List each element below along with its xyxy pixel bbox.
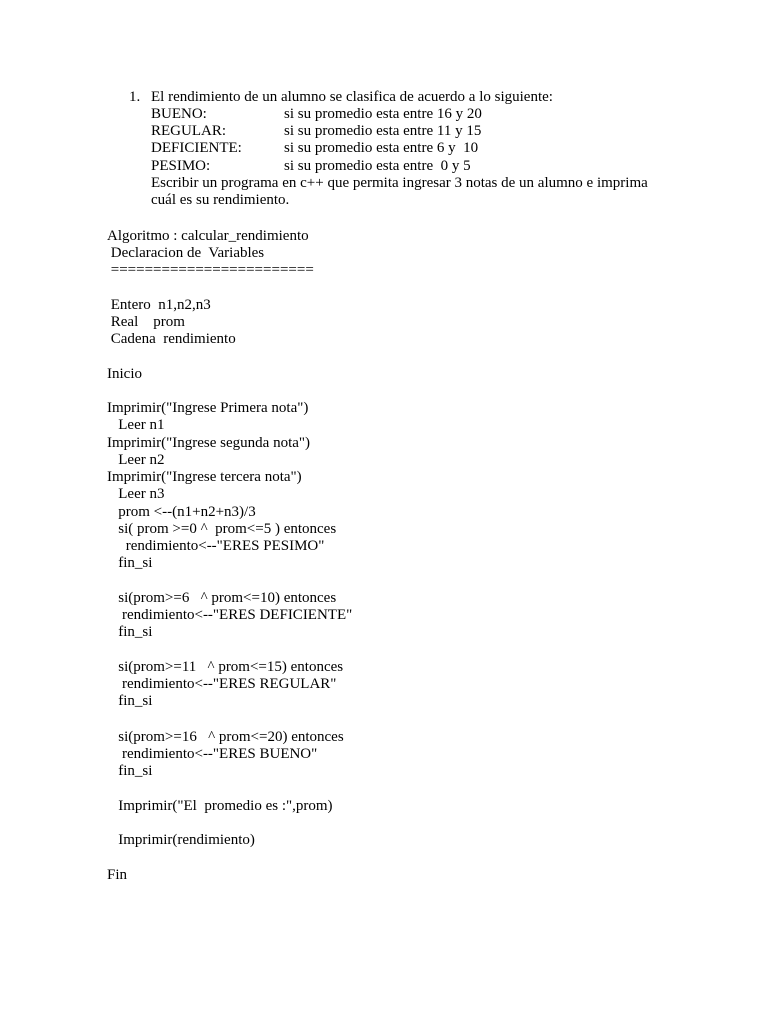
code-line: si(prom>=6 ^ prom<=10) entonces xyxy=(107,590,337,606)
code-line: Leer n2 xyxy=(107,452,165,468)
code-line: fin_si xyxy=(107,693,153,709)
code-line: Imprimir(rendimiento) xyxy=(107,832,255,848)
code-line: Leer n3 xyxy=(107,486,165,502)
category-label: REGULAR: xyxy=(151,123,226,139)
category-rule: si su promedio esta entre 11 y 15 xyxy=(284,123,482,139)
code-line: si(prom>=11 ^ prom<=15) entonces xyxy=(107,659,344,675)
category-rule: si su promedio esta entre 6 y 10 xyxy=(284,140,479,156)
code-line: rendimiento<--"ERES PESIMO" xyxy=(107,538,325,554)
code-line: rendimiento<--"ERES BUENO" xyxy=(107,746,318,762)
code-line: fin_si xyxy=(107,624,153,640)
code-line: rendimiento<--"ERES REGULAR" xyxy=(107,676,337,692)
code-line: si( prom >=0 ^ prom<=5 ) entonces xyxy=(107,521,337,537)
code-line: Cadena rendimiento xyxy=(107,331,236,347)
code-line: Real prom xyxy=(107,314,185,330)
task-line: cuál es su rendimiento. xyxy=(151,192,290,208)
task-line: Escribir un programa en c++ que permita ingresar 3 notas de un alumno e imprima xyxy=(151,175,648,191)
code-line: prom <--(n1+n2+n3)/3 xyxy=(107,504,256,520)
code-line: Imprimir("Ingrese segunda nota") xyxy=(107,435,311,451)
code-line: Imprimir("El promedio es :",prom) xyxy=(107,798,333,814)
code-line: Inicio xyxy=(107,366,142,382)
category-label: BUENO: xyxy=(151,106,207,122)
code-line: Leer n1 xyxy=(107,417,165,433)
category-rule: si su promedio esta entre 0 y 5 xyxy=(284,158,471,174)
code-line: fin_si xyxy=(107,763,153,779)
list-number: 1. xyxy=(129,89,141,105)
code-line: si(prom>=16 ^ prom<=20) entonces xyxy=(107,729,344,745)
code-line: Fin xyxy=(107,867,128,883)
code-line: fin_si xyxy=(107,555,153,571)
code-line: Imprimir("Ingrese tercera nota") xyxy=(107,469,302,485)
category-rule: si su promedio esta entre 16 y 20 xyxy=(284,106,482,122)
declaration-heading: Declaracion de Variables xyxy=(107,245,265,261)
code-line: rendimiento<--"ERES DEFICIENTE" xyxy=(107,607,353,623)
algorithm-title: Algoritmo : calcular_rendimiento xyxy=(107,228,309,244)
category-label: PESIMO: xyxy=(151,158,211,174)
code-line: Entero n1,n2,n3 xyxy=(107,297,211,313)
separator-line: ======================== xyxy=(107,262,314,278)
category-label: DEFICIENTE: xyxy=(151,140,242,156)
code-line: Imprimir("Ingrese Primera nota") xyxy=(107,400,309,416)
problem-statement: El rendimiento de un alumno se clasifica de acuerdo a lo siguiente: xyxy=(151,89,553,105)
